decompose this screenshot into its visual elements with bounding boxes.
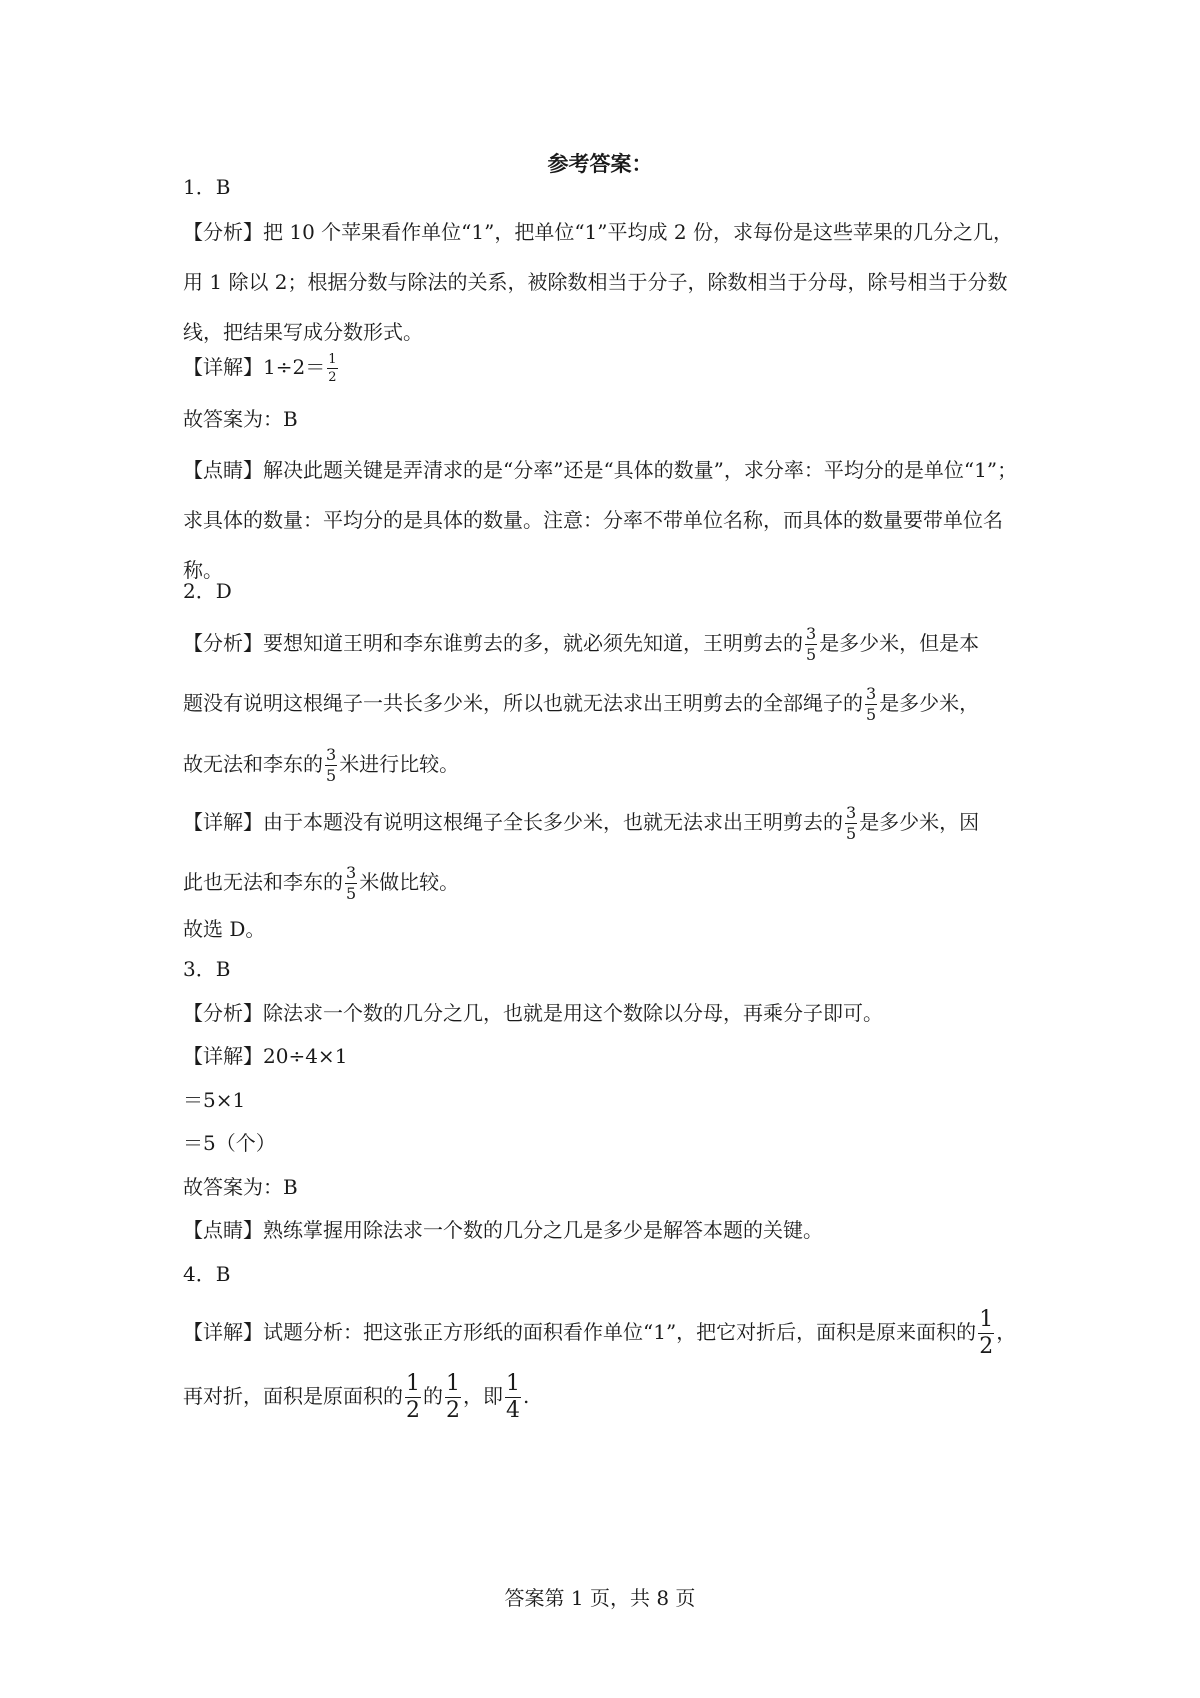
- q1-answer: 1．B: [183, 175, 231, 199]
- q2-fraction: $\frac{3}{5}$: [346, 863, 357, 903]
- q3-answer: 3．B: [183, 957, 231, 981]
- q4-quarter-fraction: $\frac{1}{4}$: [506, 1371, 520, 1423]
- page-footer: 答案第 1 页，共 8 页: [504, 1586, 696, 1610]
- q1-detail: [183, 352, 340, 384]
- q4-detail-line-2: 再对折，面积是原面积的 $\frac{1}{2}$ 的 $\frac{1}{2}$ ，即 $\frac{1}{4}$ .: [183, 1371, 530, 1423]
- q2-analysis-line-3: 故无法和李东的 $\frac{3}{5}$ 米进行比较。: [183, 745, 460, 785]
- q2-analysis-line-2: 题没有说明这根绳子一共长多少米，所以也就无法求出王明剪去的全部绳子的 $\frac{3}{5}$ 是多少米，: [183, 684, 980, 724]
- q1-fraction: $\frac{1}{2}$: [328, 352, 337, 385]
- q1-comment: 【点睛】解决此题关键是弄清求的是“分率”还是“具体的数量”，求分率：平均分的是单位“1”；求具体的数量：平均分的是具体的数量。注意：分率不带单位名称，而具体的数量要带单位名称。: [183, 458, 1018, 582]
- q2-fraction: $\frac{3}{5}$: [846, 803, 857, 843]
- q3-comment: 【点睛】熟练掌握用除法求一个数的几分之几是多少是解答本题的关键。: [183, 1218, 823, 1242]
- page-title: 参考答案：: [547, 151, 653, 176]
- q3-analysis: 【分析】除法求一个数的几分之几，也就是用这个数除以分母，再乘分子即可。: [183, 1001, 883, 1025]
- q4-half-fraction: $\frac{1}{2}$: [406, 1371, 420, 1423]
- q2-conclusion: 故选 D。: [183, 917, 266, 941]
- q2-fraction: $\frac{3}{5}$: [806, 624, 817, 664]
- q4-answer: 4．B: [183, 1262, 231, 1286]
- q3-detail-line-3: ＝5（个）: [183, 1131, 276, 1155]
- q2-answer: 2．D: [183, 579, 232, 603]
- q2-fraction: $\frac{3}{5}$: [326, 745, 337, 785]
- q2-detail-line-2: 此也无法和李东的 $\frac{3}{5}$ 米做比较。: [183, 863, 460, 903]
- q3-detail-line-1: 【详解】20÷4×1: [183, 1044, 348, 1068]
- q2-analysis-line-1: 【分析】要想知道王明和李东谁剪去的多，就必须先知道，王明剪去的 $\frac{3}{5}$ 是多少米，但是本: [183, 624, 980, 664]
- q4-detail-line-1: 【详解】试题分析：把这张正方形纸的面积看作单位“1”，把它对折后，面积是原来面积的 $\frac{1}{2}$ ，: [183, 1307, 1017, 1359]
- q4-half-fraction: $\frac{1}{2}$: [979, 1307, 994, 1359]
- q4-half-fraction: $\frac{1}{2}$: [446, 1371, 460, 1423]
- q1-detail-text: 【详解】1÷2＝: [183, 355, 326, 379]
- q2-fraction: $\frac{3}{5}$: [866, 684, 877, 724]
- q3-conclusion: 故答案为：B: [183, 1175, 298, 1199]
- q1-analysis: 【分析】把 10 个苹果看作单位“1”，把单位“1”平均成 2 份，求每份是这些苹果的几分之几，用 1 除以 2；根据分数与除法的关系，被除数相当于分子，除数相当于分母，除号相当于分数线，把结果写成分数形式。: [183, 220, 1013, 344]
- q2-detail-line-1: 【详解】由于本题没有说明这根绳子全长多少米，也就无法求出王明剪去的 $\frac{3}{5}$ 是多少米，因: [183, 803, 980, 843]
- q1-conclusion: 故答案为：B: [183, 407, 298, 431]
- q3-detail-line-2: ＝5×1: [183, 1088, 246, 1112]
